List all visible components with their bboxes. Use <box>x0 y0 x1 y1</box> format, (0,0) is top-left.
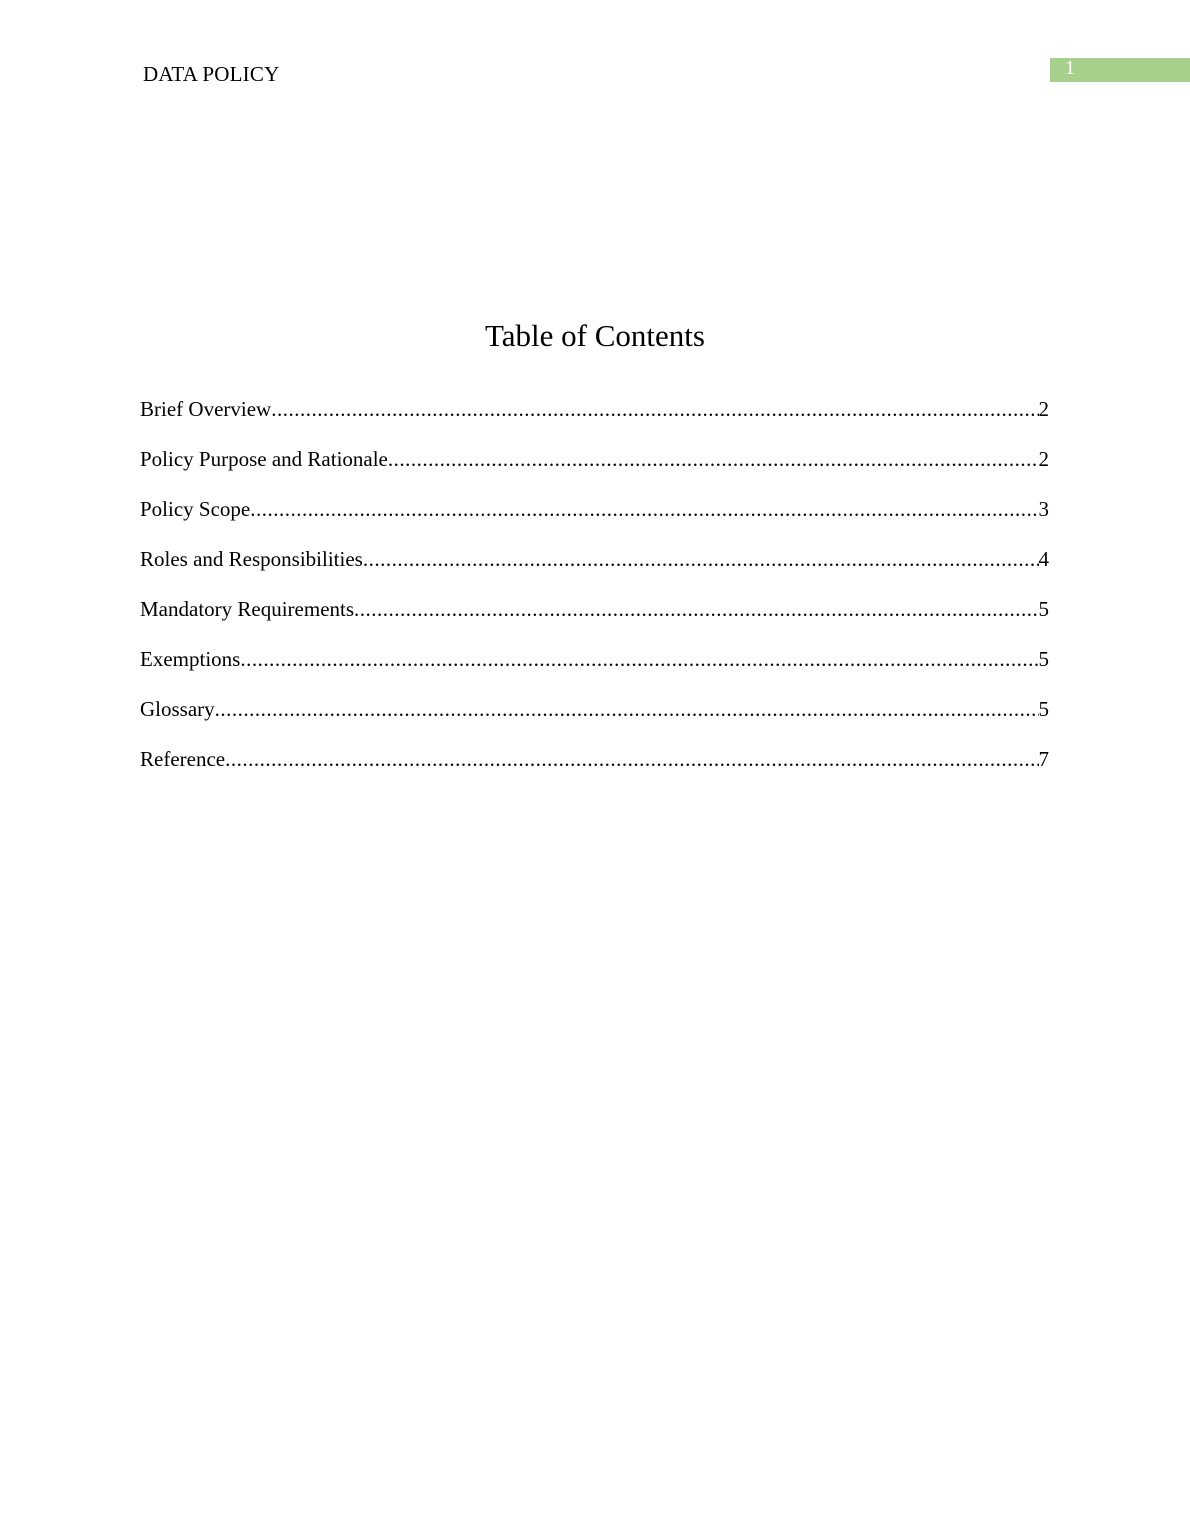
toc-dot-leader <box>271 397 1038 422</box>
toc-entry-label: Exemptions <box>140 647 241 671</box>
toc-entry-label: Reference <box>140 747 226 771</box>
toc-entry-page: 4 <box>1038 547 1049 571</box>
toc-dot-leader <box>363 547 1039 572</box>
toc-entry-policy-purpose[interactable] <box>140 447 1049 497</box>
toc-entry-policy-scope[interactable] <box>140 497 1049 547</box>
toc-dot-leader <box>240 647 1038 672</box>
toc-entry-page: 5 <box>1038 597 1049 621</box>
toc-dot-leader <box>225 747 1038 772</box>
toc-title: Table of Contents <box>485 318 705 353</box>
toc-entry-roles[interactable] <box>140 547 1049 597</box>
toc-dot-leader <box>250 497 1038 522</box>
toc-entry-label: Roles and Responsibilities <box>140 547 363 571</box>
toc-dot-leader <box>354 597 1038 622</box>
page-number-box <box>1050 58 1190 82</box>
toc-entry-label: Mandatory Requirements <box>140 597 355 621</box>
toc-list <box>140 397 1049 797</box>
page-number: 1 <box>1065 57 1075 79</box>
toc-entry-label: Glossary <box>140 697 215 721</box>
toc-dot-leader <box>388 447 1039 472</box>
toc-entry-mandatory-requirements[interactable] <box>140 597 1049 647</box>
toc-entry-label: Policy Purpose and Rationale <box>140 447 388 471</box>
toc-entry-page: 5 <box>1038 697 1049 721</box>
toc-entry-reference[interactable] <box>140 747 1049 797</box>
toc-entry-exemptions[interactable] <box>140 647 1049 697</box>
toc-entry-page: 2 <box>1038 447 1049 471</box>
toc-entry-page: 5 <box>1038 647 1049 671</box>
toc-dot-leader <box>215 697 1039 722</box>
toc-entry-page: 3 <box>1038 497 1049 521</box>
toc-entry-label: Policy Scope <box>140 497 251 521</box>
toc-entry-page: 2 <box>1038 397 1049 421</box>
toc-entry-glossary[interactable] <box>140 697 1049 747</box>
toc-entry-page: 7 <box>1038 747 1049 771</box>
toc-entry-label: Brief Overview <box>140 397 272 421</box>
running-head: DATA POLICY <box>143 62 280 86</box>
toc-entry-brief-overview[interactable] <box>140 397 1049 447</box>
